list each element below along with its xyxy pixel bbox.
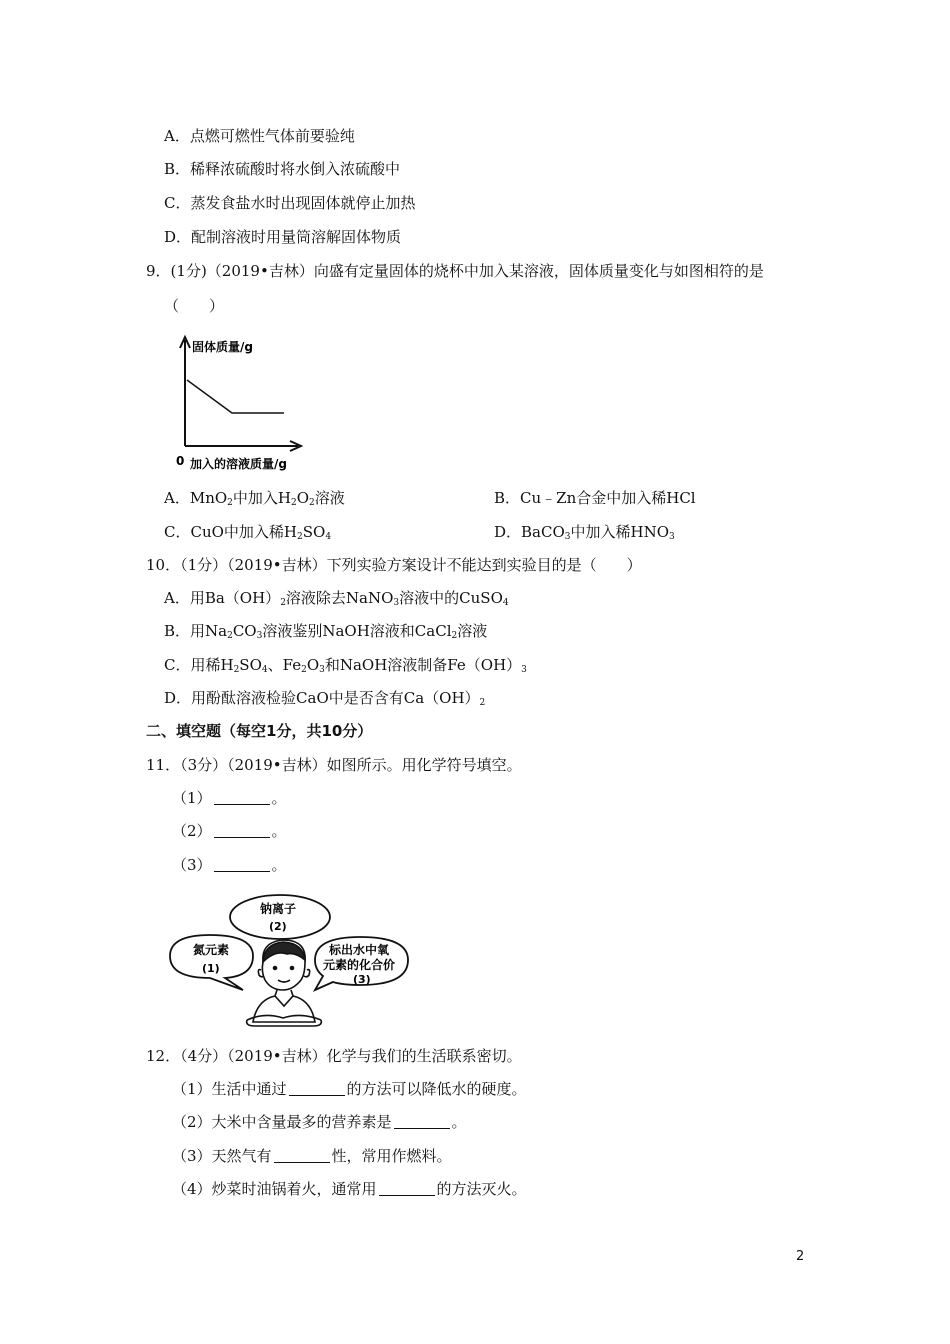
q9-stem: 9．(1分)（2019•吉林）向盛有定量固体的烧杯中加入某溶液，固体质量变化与如图相符的是 xyxy=(146,262,764,280)
x-axis-label: 加入的溶液质量/g xyxy=(190,457,287,471)
answer-blank[interactable] xyxy=(289,1081,345,1096)
speech-bubble-left xyxy=(170,935,253,990)
bubble-right-line2: 元素的化合价 xyxy=(323,958,396,972)
q11-item-3: （3） 。 xyxy=(172,856,287,874)
q9-option-c: C．CuO中加入稀$H_2SO_4$ xyxy=(164,523,332,542)
q11-item-1: （1） 。 xyxy=(172,789,287,807)
bubble-right-line3: (3) xyxy=(353,973,371,986)
section-heading: 二、填空题（每空1分，共10分） xyxy=(146,722,373,740)
bubble-right-line1: 标出水中氧 xyxy=(329,943,390,957)
q9-option-a: A．MnO$_2$中加入$H_2O_2$溶液 xyxy=(164,489,345,508)
q9-option-b: B．Cu﹣Zn合金中加入稀HCl xyxy=(494,489,696,507)
q8-option-b: B．稀释浓硫酸时将水倒入浓硫酸中 xyxy=(164,160,401,178)
y-axis xyxy=(180,337,190,446)
speech-bubble-top xyxy=(230,895,330,939)
bubble-left-line1: 氮元素 xyxy=(193,943,230,957)
answer-blank[interactable] xyxy=(214,790,270,805)
q12-item-2: （2）大米中含量最多的营养素是 。 xyxy=(172,1113,467,1131)
q10-option-c: C．用稀$H_2SO_4$、$Fe_2O_3$和NaOH溶液制备$Fe(OH)_3$ xyxy=(164,656,527,675)
q9-answer-paren: （ ） xyxy=(164,297,225,315)
q10-stem: 10．（1分）（2019•吉林）下列实验方案设计不能达到实验目的是（ ） xyxy=(146,556,642,574)
q12-item-3: （3）天然气有 性，常用作燃料。 xyxy=(172,1147,452,1165)
q12-item-1: （1）生活中通过 的方法可以降低水的硬度。 xyxy=(172,1080,527,1098)
q9-option-d: D．BaCO$_3$中加入稀$HNO_3$ xyxy=(494,523,675,542)
q11-stem: 11．（3分）（2019•吉林）如图所示。用化学符号填空。 xyxy=(146,756,522,774)
q12-stem: 12．（4分）（2019•吉林）化学与我们的生活联系密切。 xyxy=(146,1047,522,1065)
boy-figure xyxy=(247,940,322,1026)
q9-graph xyxy=(170,330,320,475)
answer-blank[interactable] xyxy=(379,1181,435,1196)
bubble-top-line1: 钠离子 xyxy=(260,902,297,916)
answer-blank[interactable] xyxy=(394,1114,450,1129)
q10-option-b: B．用$Na_2CO_3$溶液鉴别NaOH溶液和CaCl$_2$溶液 xyxy=(164,622,488,641)
answer-blank[interactable] xyxy=(274,1148,330,1163)
q12-item-4: （4）炒菜时油锅着火，通常用 的方法灭火。 xyxy=(172,1180,527,1198)
q8-option-d: D．配制溶液时用量筒溶解固体物质 xyxy=(164,228,402,246)
x-axis xyxy=(185,441,301,451)
answer-blank[interactable] xyxy=(214,857,270,872)
answer-blank[interactable] xyxy=(214,823,270,838)
q8-option-c: C．蒸发食盐水时出现固体就停止加热 xyxy=(164,194,416,212)
q11-illustration xyxy=(165,890,415,1030)
q10-option-a: A．用$Ba(OH)_2$溶液除去NaNO$_3$溶液中的CuSO$_4$ xyxy=(164,589,509,608)
page-number: 2 xyxy=(796,1249,805,1264)
mass-curve xyxy=(187,380,284,413)
origin-label: 0 xyxy=(176,454,185,468)
bubble-top-line2: (2) xyxy=(269,920,287,933)
q8-option-a: A．点燃可燃性气体前要验纯 xyxy=(164,127,355,145)
speech-bubble-right xyxy=(315,937,408,990)
q11-item-2: （2） 。 xyxy=(172,822,287,840)
bubble-left-line2: (1) xyxy=(202,962,220,975)
y-axis-label: 固体质量/g xyxy=(192,340,253,354)
q10-option-d: D．用酚酞溶液检验CaO中是否含有$Ca(OH)_2$ xyxy=(164,689,486,708)
